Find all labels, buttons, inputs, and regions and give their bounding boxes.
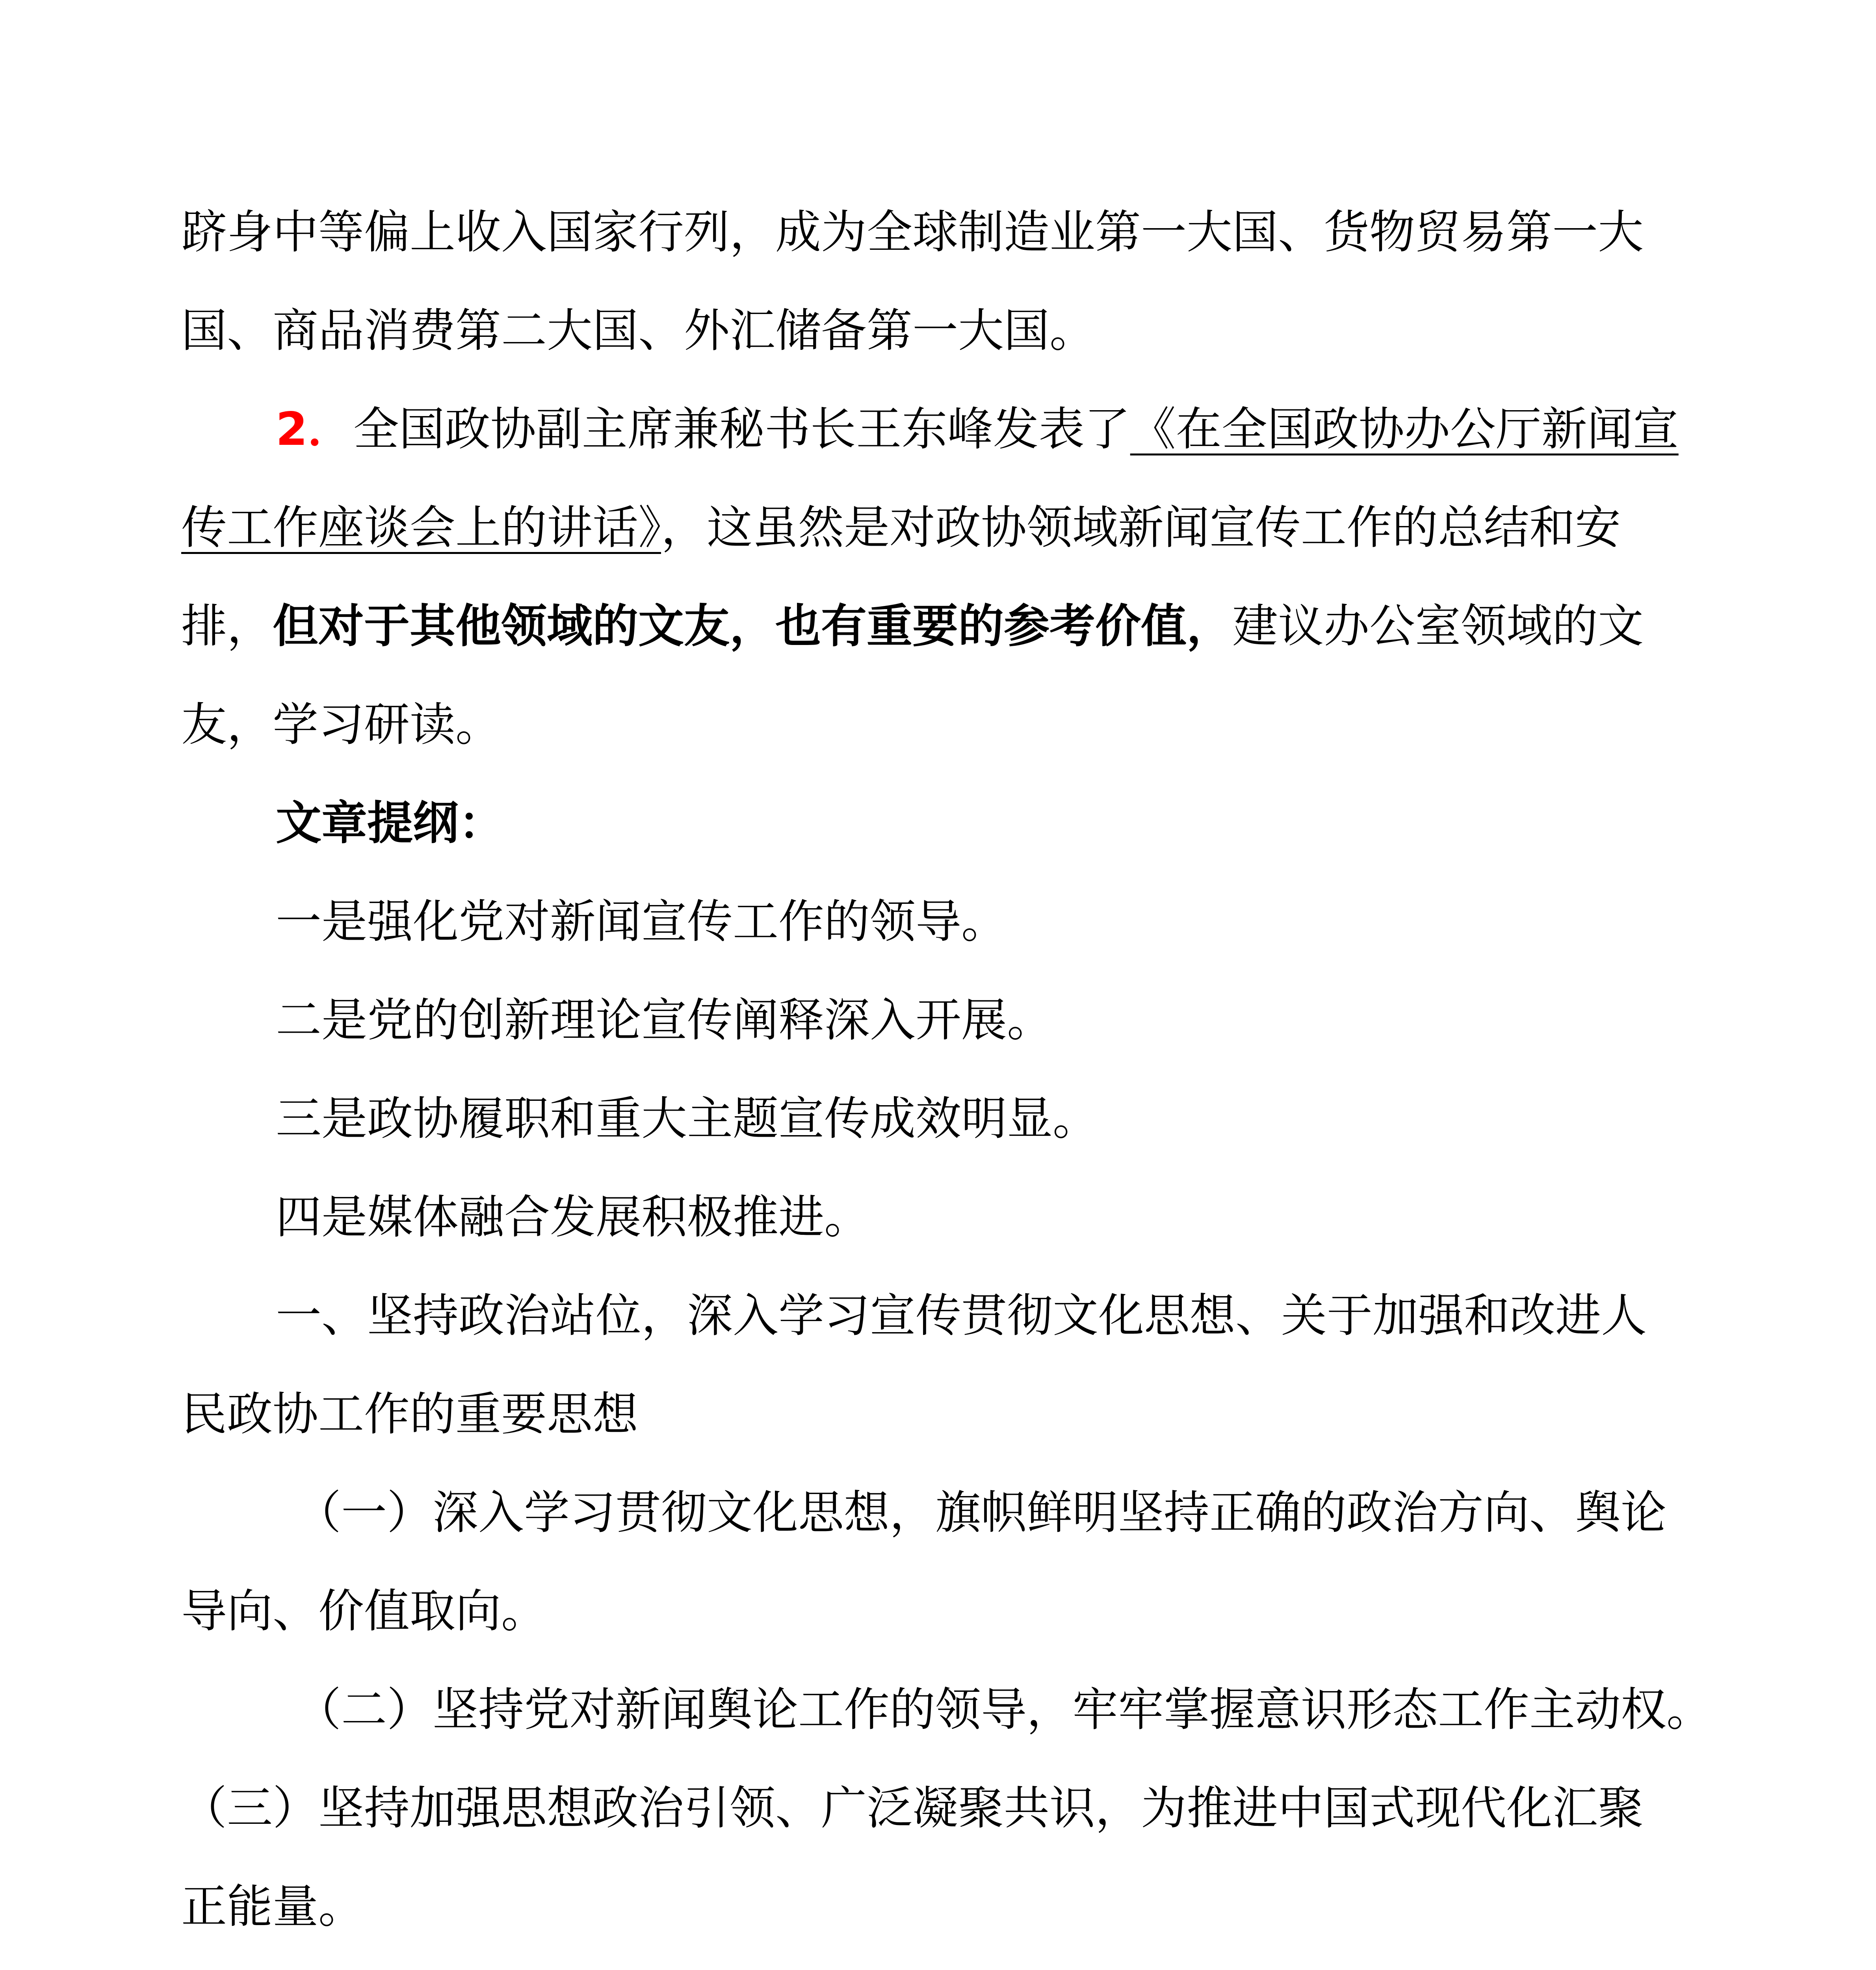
outline-point-4: 四是媒体融合发展积极推进。 — [276, 1191, 870, 1244]
section1-item3-line2: 正能量。 — [181, 1880, 364, 1933]
para2-line1 — [276, 390, 1679, 469]
para2-line4: 友，学习研读。 — [181, 698, 501, 751]
section1-item2: （二）坚持党对新闻舆论工作的领导，牢牢掌握意识形态工作主动权。 — [295, 1683, 1712, 1736]
speech-title-link-part2[interactable]: 传工作座谈会上的讲话》 — [181, 501, 661, 554]
outline-point-3: 三是政协履职和重大主题宣传成效明显。 — [276, 1092, 1098, 1145]
para1-line1: 跻身中等偏上收入国家行列，成为全球制造业第一大国、货物贸易第一大 — [181, 206, 1644, 259]
section1-title-line2: 民政协工作的重要思想 — [181, 1388, 638, 1441]
section1-item1-line1: （一）深入学习贯彻文化思想，旗帜鲜明坚持正确的政治方向、舆论 — [295, 1486, 1666, 1539]
speech-title-link-part1[interactable]: 《在全国政协办公厅新闻宣 — [1130, 403, 1679, 456]
para2-bold-emphasis: 但对于其他领域的文友，也有重要的参考价值， — [273, 600, 1232, 653]
para1-line2: 国、商品消费第二大国、外汇储备第一大国。 — [181, 304, 1095, 357]
para2-line3-rest: 建议办公室领域的文 — [1232, 600, 1644, 653]
document-page — [181, 0, 1710, 1970]
outline-point-1: 一是强化党对新闻宣传工作的领导。 — [276, 895, 1007, 948]
para2-line2 — [181, 489, 1621, 567]
para2-line3-pre: 排， — [181, 600, 273, 653]
section1-item3-line1: （三）坚持加强思想政治引领、广泛凝聚共识，为推进中国式现代化汇聚 — [181, 1782, 1644, 1835]
section1-title-line1: 一、坚持政治站位，深入学习宣传贯彻文化思想、关于加强和改进人 — [276, 1289, 1647, 1342]
section2-title — [276, 1966, 1510, 1970]
outline-heading: 文章提纲： — [276, 797, 504, 850]
para2-line3 — [181, 587, 1644, 666]
outline-point-2: 二是党的创新理论宣传阐释深入开展。 — [276, 994, 1053, 1047]
para2-line2-rest: ，这虽然是对政协领域新闻宣传工作的总结和安 — [661, 501, 1621, 554]
item-number: 2． — [276, 403, 353, 456]
section1-item1-line2: 导向、价值取向。 — [181, 1585, 547, 1638]
para2-intro: 全国政协副主席兼秘书长王东峰发表了 — [353, 403, 1130, 456]
